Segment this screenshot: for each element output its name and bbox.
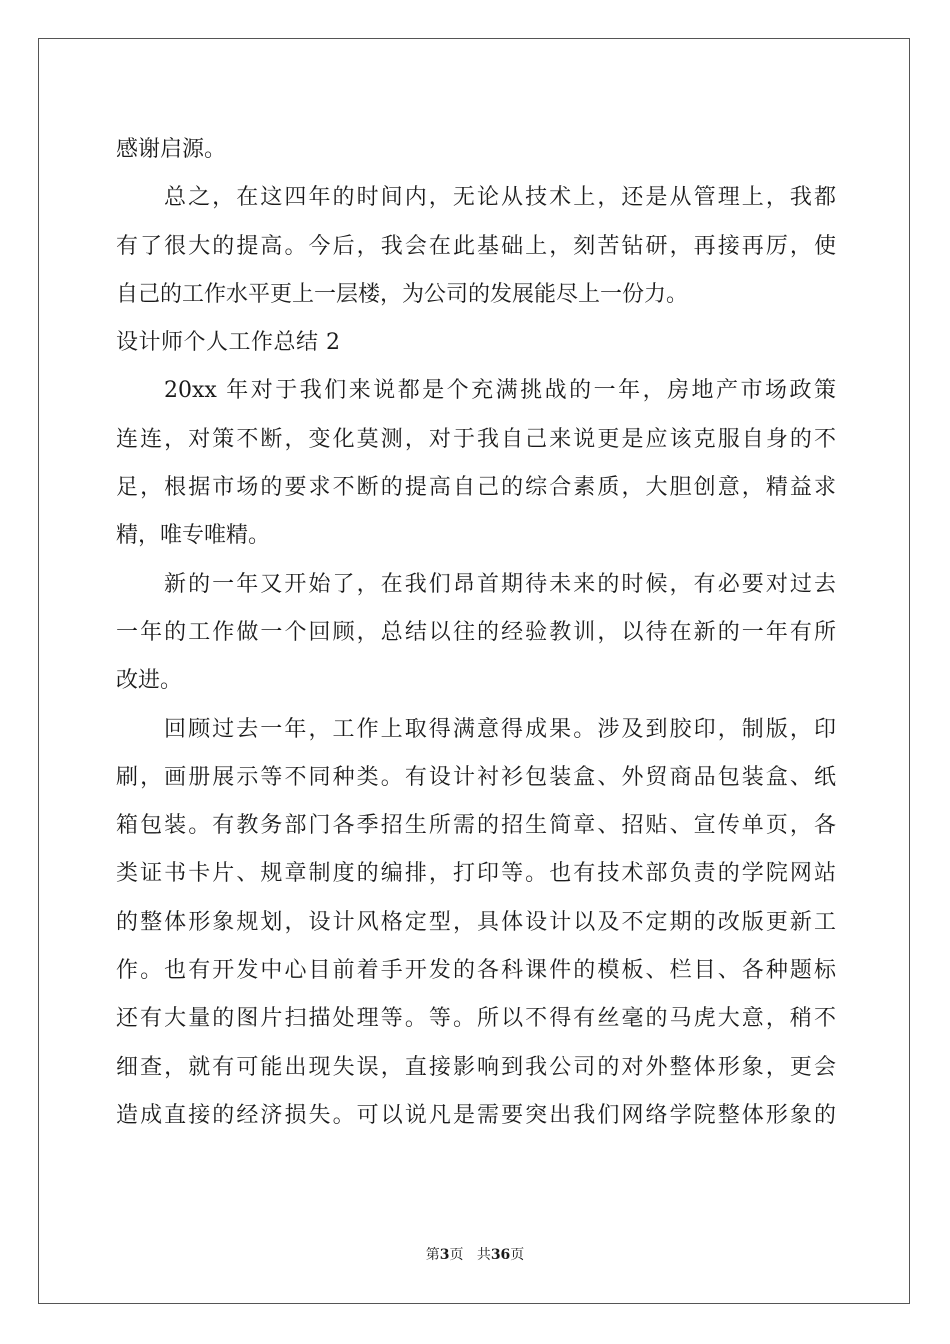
page-footer [0, 1244, 950, 1264]
text-line: 足，根据市场的要求不断的提高自己的综合素质，大胆创意，精益求 [116, 475, 836, 501]
text-line: 类证书卡片、规章制度的编排，打印等。也有技术部负责的学院网站 [116, 861, 836, 887]
text-line: 细查，就有可能出现失误，直接影响到我公司的对外整体形象，更会 [116, 1054, 836, 1080]
text-line: 改进。 [116, 668, 183, 694]
text-line: 精，唯专唯精。 [116, 523, 271, 549]
text-line: 有了很大的提高。今后，我会在此基础上，刻苦钻研，再接再厉，使 [116, 233, 836, 259]
text-line: 箱包装。有教务部门各季招生所需的招生简章、招贴、宣传单页，各 [116, 813, 836, 839]
text-line: 造成直接的经济损失。可以说凡是需要突出我们网络学院整体形象的 [116, 1102, 836, 1128]
footer-page-number: 3 [439, 1247, 450, 1263]
text-line: 作。也有开发中心目前着手开发的各科课件的模板、栏目、各种题标 [116, 958, 836, 984]
paragraph [116, 126, 836, 174]
footer-total-pages: 36 [490, 1247, 511, 1263]
text-line: 自己的工作水平更上一层楼，为公司的发展能尽上一份力。 [116, 281, 689, 307]
footer-page-suffix: 页 [449, 1247, 464, 1263]
footer-total-suffix: 页 [510, 1247, 525, 1263]
text-line: 刷，画册展示等不同种类。有设计衬衫包装盒、外贸商品包装盒、纸 [116, 764, 836, 790]
document-body [116, 126, 836, 1140]
text-line: 新的一年又开始了，在我们昂首期待未来的时候，有必要对过去 [164, 571, 836, 597]
text-line: 20xx 年对于我们来说都是个充满挑战的一年，房地产市场政策 [164, 378, 836, 404]
footer-total-prefix: 共 [476, 1247, 491, 1263]
paragraph [116, 561, 836, 706]
text-line: 回顾过去一年，工作上取得满意得成果。涉及到胶印，制版，印 [164, 716, 836, 742]
paragraph [116, 706, 836, 1141]
text-line: 还有大量的图片扫描处理等。等。所以不得有丝毫的马虎大意，稍不 [116, 1006, 836, 1032]
text-line: 的整体形象规划，设计风格定型，具体设计以及不定期的改版更新工 [116, 909, 836, 935]
paragraph [116, 367, 836, 560]
text-line: 感谢启源。 [116, 137, 227, 162]
text-line: 设计师个人工作总结 2 [116, 330, 341, 356]
footer-page-prefix: 第 [425, 1247, 440, 1263]
text-line: 一年的工作做一个回顾，总结以往的经验教训，以待在新的一年有所 [116, 619, 836, 645]
text-line: 连连，对策不断，变化莫测，对于我自己来说更是应该克服自身的不 [116, 426, 836, 452]
text-line: 总之，在这四年的时间内，无论从技术上，还是从管理上，我都 [164, 185, 836, 211]
section-heading [116, 319, 836, 367]
paragraph [116, 174, 836, 319]
